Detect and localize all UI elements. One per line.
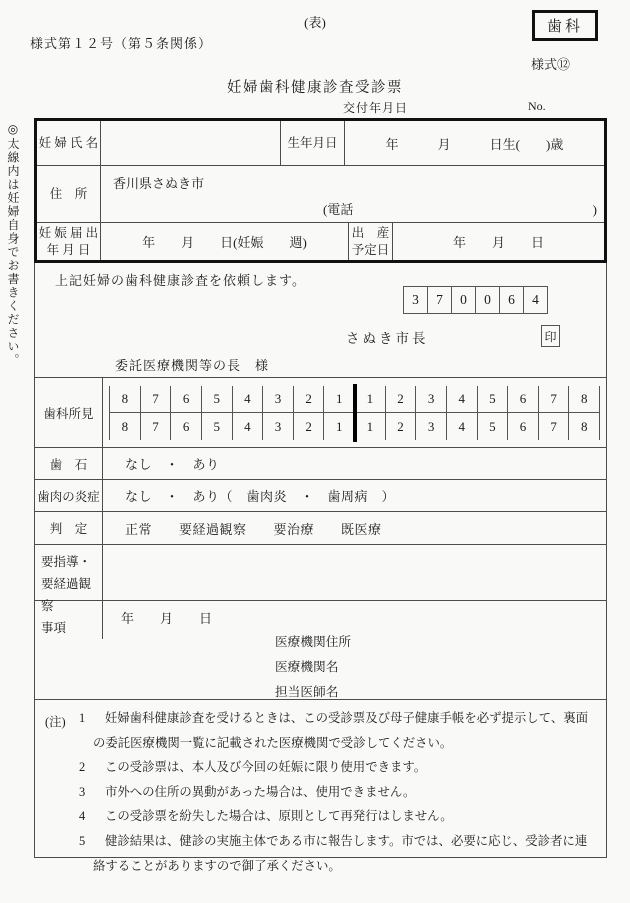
notes-header: (注) [45,715,66,729]
code-digit: 0 [475,286,500,314]
code-digit: 7 [427,286,452,314]
teeth-chart-cell [103,378,606,447]
tooth-number-upper: 4 [447,386,478,413]
code-digit: 6 [499,286,524,314]
row-pregnancy-notification [37,223,604,260]
clinic-date-field: 年 月 日 [121,611,213,626]
gum-options: なし ・ あり（ 歯肉炎 ・ 歯周病 ） [125,489,396,504]
judgement-label: 判 定 [35,512,103,544]
note-number: 4 [79,809,86,824]
row-gum-inflammation [35,480,606,512]
address-label: 住 所 [37,166,101,222]
tooth-number-lower: 8 [569,413,600,440]
note-text: この受診票を紛失した場合は、原則として再発行はしません。 [105,809,453,824]
note-item [79,755,598,780]
code-digit: 0 [451,286,476,314]
tooth-number-upper: 6 [171,386,202,413]
code-number-boxes [404,286,548,314]
guidance-label-line: 要指導・ [41,555,92,569]
bold-line-section [34,118,607,263]
phone-close-paren: ) [592,202,597,217]
number-label: No. [528,99,546,113]
tooth-number-lower: 1 [355,413,386,440]
side-label: (表) [304,15,326,30]
tooth-number-upper: 2 [386,386,417,413]
note-text: 妊婦歯科健康診査を受けるときは、この受診票及び母子健康手帳を必ず提示して、裏面の委託医療機関一覧に記載された医療機関で受診してください。 [93,711,588,750]
style-badge: 様式⑫ [531,57,571,72]
tooth-number-lower: 6 [171,413,202,440]
tooth-number-upper: 4 [233,386,264,413]
note-item [79,829,598,878]
tooth-number-upper: 3 [263,386,294,413]
birthdate-label: 生年月日 [281,121,345,165]
form-number: 様式第１２号（第５条関係） [30,36,213,51]
tooth-number-lower: 3 [416,413,447,440]
tooth-number-upper: 6 [508,386,539,413]
teeth-center-divider [353,384,357,442]
note-number: 1 [79,711,86,725]
gum-label: 歯肉の炎症 [35,480,103,511]
tartar-options: なし ・ あり [125,457,220,472]
note-item [79,706,598,755]
row-clinic-signature [35,601,606,700]
guidance-label-line: 要経過観察 [41,577,92,613]
code-digit: 3 [403,286,428,314]
address-value-field [101,166,604,222]
lower-section [34,263,607,873]
tooth-number-lower: 2 [386,413,417,440]
note-item [79,780,598,805]
tooth-number-lower: 7 [141,413,172,440]
tooth-number-lower: 5 [478,413,509,440]
tooth-number-upper: 7 [141,386,172,413]
tooth-number-lower: 7 [539,413,570,440]
notes-list [79,706,598,878]
judgement-options: 正常 要経過観察 要治療 既医療 [125,521,382,537]
tooth-number-lower: 8 [110,413,141,440]
tooth-number-upper: 7 [539,386,570,413]
request-text: 上記妊婦の歯科健康診査を依頼します。 [55,273,306,288]
issue-date-label: 交付年月日 [343,101,409,115]
tartar-label: 歯 石 [35,448,103,479]
tooth-number-lower: 4 [447,413,478,440]
notification-date-label: 妊 娠 届 出 年 月 日 [37,223,101,260]
notification-date-value-field: 年 月 日(妊娠 週) [101,223,349,260]
note-text: この受診票は、本人及び今回の妊娠に限り使用できます。 [105,760,427,775]
tooth-number-upper: 1 [355,386,386,413]
seal-stamp-box: 印 [541,325,560,347]
note-item [79,804,598,829]
row-tartar [35,448,606,480]
tooth-number-lower: 5 [202,413,233,440]
clinic-line: 担当医師名 [275,685,339,699]
tooth-number-upper: 5 [478,386,509,413]
tooth-number-lower: 4 [233,413,264,440]
tooth-number-lower: 2 [294,413,325,440]
row-name [37,121,604,166]
address-city: 香川県さぬき市 [113,176,205,191]
name-label: 妊 婦 氏 名 [37,121,101,165]
row-notes [35,706,606,873]
tooth-number-lower: 3 [263,413,294,440]
note-number: 5 [79,833,86,848]
dental-badge: 歯科 [532,10,598,41]
note-number: 2 [79,760,86,775]
tooth-number-lower: 6 [508,413,539,440]
tooth-number-upper: 5 [202,386,233,413]
row-judgement [35,512,606,545]
row-request [35,263,606,378]
tooth-number-upper: 3 [416,386,447,413]
note-number: 3 [79,784,86,799]
mayor-name: さぬき市長 [346,331,429,346]
guidance-label-line: 事項 [41,621,67,635]
note-text: 市外への住所の異動があった場合は、使用できません。 [105,784,416,799]
name-value-field [101,121,281,165]
clinic-lines [275,630,351,705]
tooth-number-upper: 2 [294,386,325,413]
birthdate-value-field: 年 月 日生( )歳 [385,136,564,152]
addressee: 委託医療機関等の長 様 [115,358,270,373]
phone-label: (電話 [323,202,354,217]
row-dental-findings [35,378,606,448]
tooth-number-upper: 8 [110,386,141,413]
due-date-value-field: 年 月 日 [452,235,544,250]
teeth-chart [109,386,600,440]
tooth-number-upper: 8 [569,386,600,413]
findings-label: 歯科所見 [35,378,103,447]
note-text: 健診結果は、健診の実施主体である市に報告します。市では、必要に応じ、受診者に連絡することがありますので御了承ください。 [93,833,588,873]
main-table [34,118,607,873]
clinic-line: 医療機関名 [275,660,339,674]
left-vertical-note: ◎太線内は妊婦自身でお書きください。 [6,122,20,367]
code-digit: 4 [523,286,548,314]
tooth-number-lower: 1 [324,413,355,440]
row-address [37,166,604,223]
page-title: 妊婦歯科健康診査受診票 [227,80,403,96]
due-date-label: 出 産 予定日 [349,223,393,260]
tooth-number-upper: 1 [324,386,355,413]
clinic-line: 医療機関住所 [275,635,352,649]
